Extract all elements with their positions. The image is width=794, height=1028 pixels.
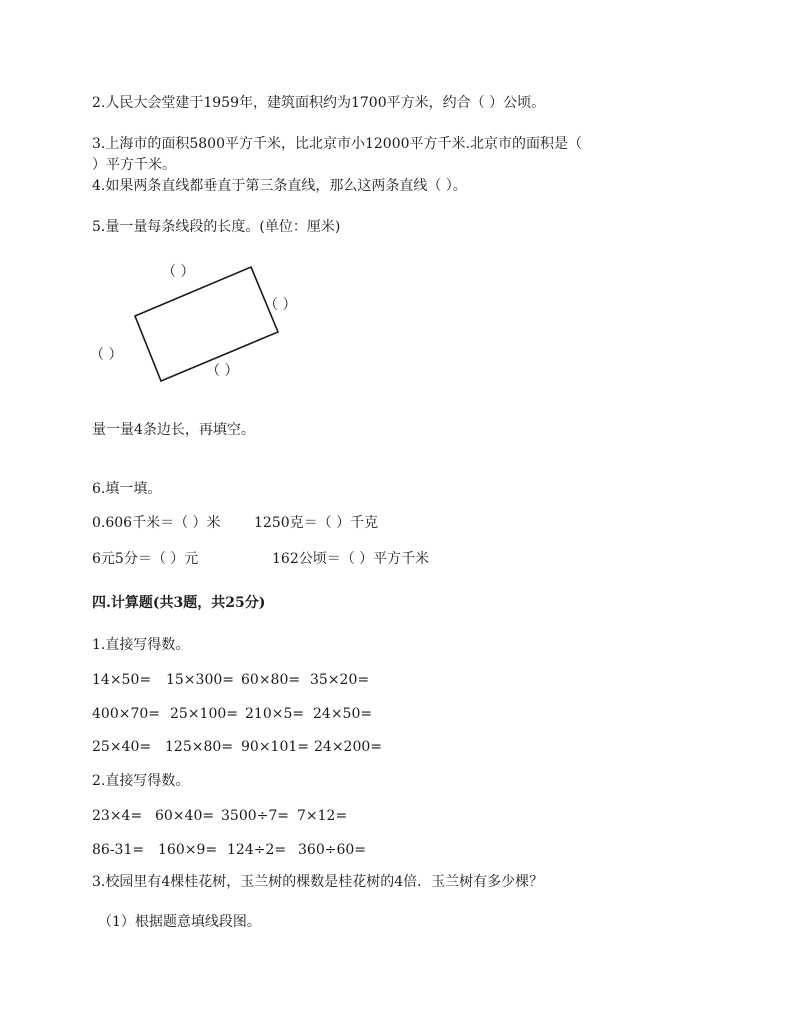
section-4-heading: 四.计算题(共3题，共25分) bbox=[92, 595, 266, 611]
question-5: 5.量一量每条线段的长度。(单位：厘米) bbox=[92, 219, 341, 235]
question-6: 6.填一填。 bbox=[92, 481, 162, 497]
label-top-side: （ ） bbox=[162, 264, 195, 280]
label-left-side: （ ） bbox=[90, 347, 123, 363]
calc-3-sub-1: （1）根据题意填线段图。 bbox=[98, 914, 261, 930]
q6-row1-a: 0.606千米＝（ ）米 bbox=[92, 515, 221, 531]
calc-1-item: 24×200= bbox=[314, 739, 382, 755]
calc-1-item: 24×50= bbox=[313, 706, 373, 722]
calc-2-item: 60×40= bbox=[155, 808, 215, 824]
calc-2-item: 23×4= bbox=[92, 808, 143, 824]
calc-2-item: 7×12= bbox=[297, 808, 348, 824]
calc-1-title: 1.直接写得数。 bbox=[92, 637, 190, 653]
calc-2-item: 124÷2= bbox=[227, 842, 287, 858]
label-bottom-side: （ ） bbox=[206, 363, 239, 379]
question-4: 4.如果两条直线都垂直于第三条直线，那么这两条直线（ ）。 bbox=[92, 178, 467, 194]
calc-1-item: 210×5= bbox=[245, 706, 305, 722]
q6-row2-b: 162公顷＝（ ）平方千米 bbox=[272, 551, 430, 567]
question-3-line2: ）平方千米。 bbox=[92, 157, 176, 173]
calc-2-item: 360÷60= bbox=[298, 842, 366, 858]
calc-2-item: 86-31= bbox=[92, 842, 145, 858]
calc-1-item: 60×80= bbox=[241, 672, 301, 688]
question-2: 2.人民大会堂建于1959年，建筑面积约为1700平方米，约合（ ）公顷。 bbox=[92, 95, 546, 111]
label-right-side: （ ） bbox=[264, 297, 297, 313]
calc-1-item: 90×101= bbox=[241, 739, 309, 755]
q6-row2-a: 6元5分＝（ ）元 bbox=[92, 551, 199, 567]
question-3-line1: 3.上海市的面积5800平方千米，比北京市小12000平方千米.北京市的面积是（ bbox=[92, 136, 582, 152]
calc-1-item: 125×80= bbox=[165, 739, 233, 755]
calc-2-title: 2.直接写得数。 bbox=[92, 773, 190, 789]
question-5-note: 量一量4条边长，再填空。 bbox=[92, 422, 255, 438]
calc-1-item: 14×50= bbox=[92, 672, 152, 688]
calc-1-item: 25×40= bbox=[92, 739, 152, 755]
calc-1-item: 15×300= bbox=[166, 672, 234, 688]
calc-2-item: 160×9= bbox=[158, 842, 218, 858]
q6-row1-b: 1250克＝（ ）千克 bbox=[254, 515, 379, 531]
calc-3-question: 3.校园里有4棵桂花树，玉兰树的棵数是桂花树的4倍．玉兰树有多少棵？ bbox=[92, 874, 544, 890]
calc-2-item: 3500÷7= bbox=[221, 808, 289, 824]
calc-1-item: 35×20= bbox=[310, 672, 370, 688]
calc-1-item: 25×100= bbox=[170, 706, 238, 722]
calc-1-item: 400×70= bbox=[92, 706, 160, 722]
